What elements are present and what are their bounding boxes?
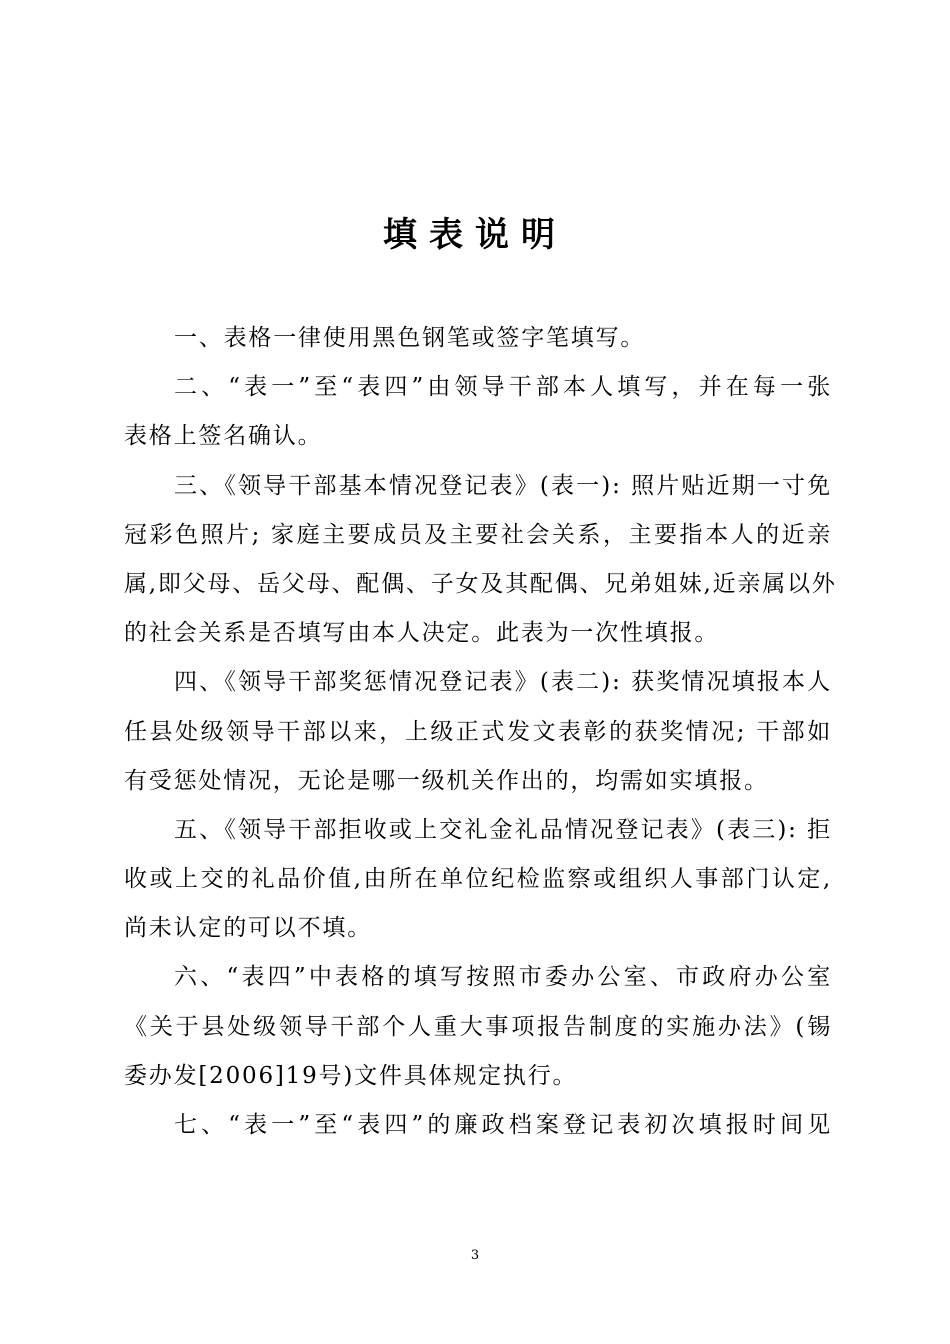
paragraph-2-line-2: 表格上签名确认。	[124, 423, 323, 450]
paragraph-1-line-1: 一、表格一律使用黑色钢笔或签字笔填写。	[174, 325, 646, 351]
instructions-body	[124, 314, 837, 1150]
paragraph-4-line-2: 任县处级领导干部以来，上级正式发文表彰的获奖情况; 干部如	[124, 718, 832, 745]
paragraph-6-line-1: 六、“表四”中表格的填写按照市委办公室、市政府办公室	[174, 964, 832, 991]
paragraph-3-line-4: 的社会关系是否填写由本人决定。此表为一次性填报。	[124, 620, 720, 647]
paragraph-5-line-3: 尚未认定的可以不填。	[124, 915, 372, 942]
paragraph-6-line-2: 《关于县处级领导干部个人重大事项报告制度的实施办法》(锡	[124, 1013, 832, 1040]
page-number: 3	[470, 1248, 480, 1263]
paragraph-4-line-3: 有受惩处情况，无论是哪一级机关作出的，均需如实填报。	[124, 767, 769, 794]
paragraph-3-line-1: 三、《领导干部基本情况登记表》(表一): 照片贴近期一寸免	[174, 472, 832, 499]
paragraph-3-line-2: 冠彩色照片; 家庭主要成员及主要社会关系，主要指本人的近亲	[124, 521, 832, 548]
page-title: 填表说明	[383, 215, 567, 255]
paragraph-5-line-1: 五、《领导干部拒收或上交礼金礼品情况登记表》(表三): 拒	[174, 816, 832, 843]
paragraph-5-line-2: 收或上交的礼品价值,由所在单位纪检监察或组织人事部门认定,	[124, 866, 832, 893]
paragraph-6-line-3: 委办发[2006]19号)文件具体规定执行。	[124, 1062, 578, 1089]
paragraph-2-line-1: 二、“表一”至“表四”由领导干部本人填写，并在每一张	[174, 374, 832, 401]
paragraph-7-line-1: 七、“表一”至“表四”的廉政档案登记表初次填报时间见	[174, 1112, 832, 1138]
paragraph-3-line-3: 属,即父母、岳父母、配偶、子女及其配偶、兄弟姐妹,近亲属以外	[124, 570, 837, 597]
paragraph-4-line-1: 四、《领导干部奖惩情况登记表》(表二): 获奖情况填报本人	[174, 669, 832, 696]
